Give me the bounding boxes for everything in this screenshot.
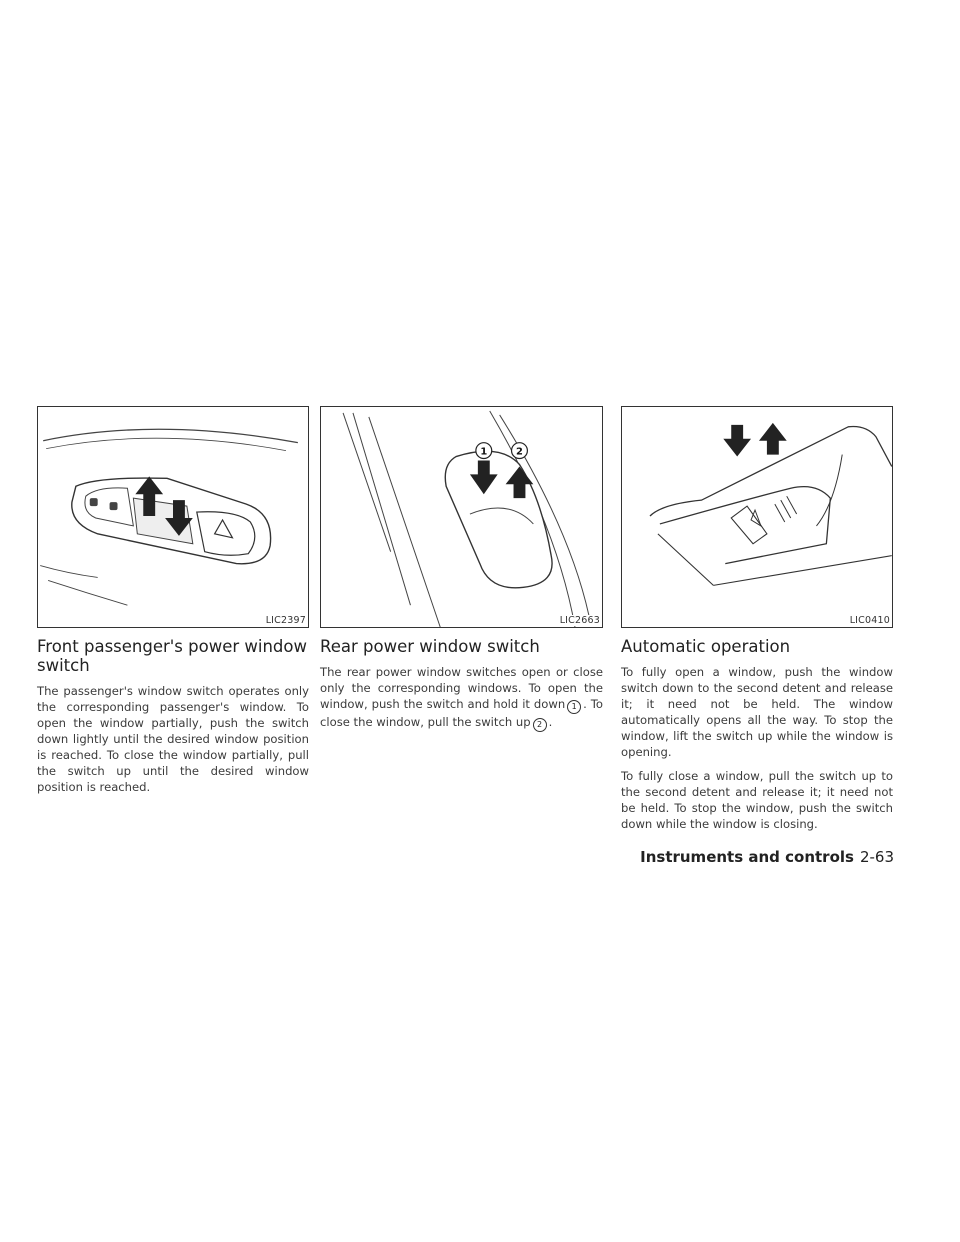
paragraph-text: The rear power window switches open or close only the corresponding windows. To open the window, push the switch and hold it down xyxy=(320,665,603,711)
chapter-title: Instruments and controls xyxy=(640,848,854,866)
figure-label-1: 1 xyxy=(480,446,488,458)
section-paragraph: To fully close a window, pull the switch up to the second detent and release it; it need not be held. To stop the window, push the switch down while the window is closing. xyxy=(621,769,893,831)
automatic-switch-illustration xyxy=(622,407,892,627)
figure-code: LIC2663 xyxy=(559,615,600,626)
rear-switch-illustration xyxy=(321,407,602,627)
front-switch-illustration xyxy=(38,407,308,627)
section-front-passenger xyxy=(37,406,309,803)
figure-front-passenger-switch xyxy=(37,406,309,628)
section-paragraph: To fully open a window, push the window switch down to the second detent and release it; it need not be held. The window automatically opens all the way. To stop the window, lift the switch up while the window is opening. xyxy=(621,665,893,759)
section-heading: Rear power window switch xyxy=(320,637,540,656)
section-paragraph: The passenger's window switch operates only the corresponding passenger's window. To open the window partially, push the switch down lightly until the desired window position is reached. To close the window partially, pull the switch up until the desired window position is reached. xyxy=(37,684,309,794)
figure-code: LIC2397 xyxy=(265,615,306,626)
page-footer xyxy=(0,848,894,866)
figure-rear-window-switch xyxy=(320,406,603,628)
paragraph-text: . To close the window, pull the switch up xyxy=(320,697,603,729)
section-automatic-operation xyxy=(621,406,893,840)
section-paragraph xyxy=(320,664,603,732)
figure-label-2: 2 xyxy=(516,446,523,458)
callout-2-icon: 2 xyxy=(533,718,547,732)
paragraph-text: . xyxy=(548,715,553,729)
page-number: 2-63 xyxy=(859,848,894,866)
section-rear-window xyxy=(320,406,603,740)
figure-code: LIC0410 xyxy=(849,615,890,626)
callout-1-icon: 1 xyxy=(567,700,581,714)
section-heading: Automatic operation xyxy=(621,637,791,656)
figure-automatic-switch xyxy=(621,406,893,628)
section-heading: Front passenger's power window switch xyxy=(37,637,307,675)
